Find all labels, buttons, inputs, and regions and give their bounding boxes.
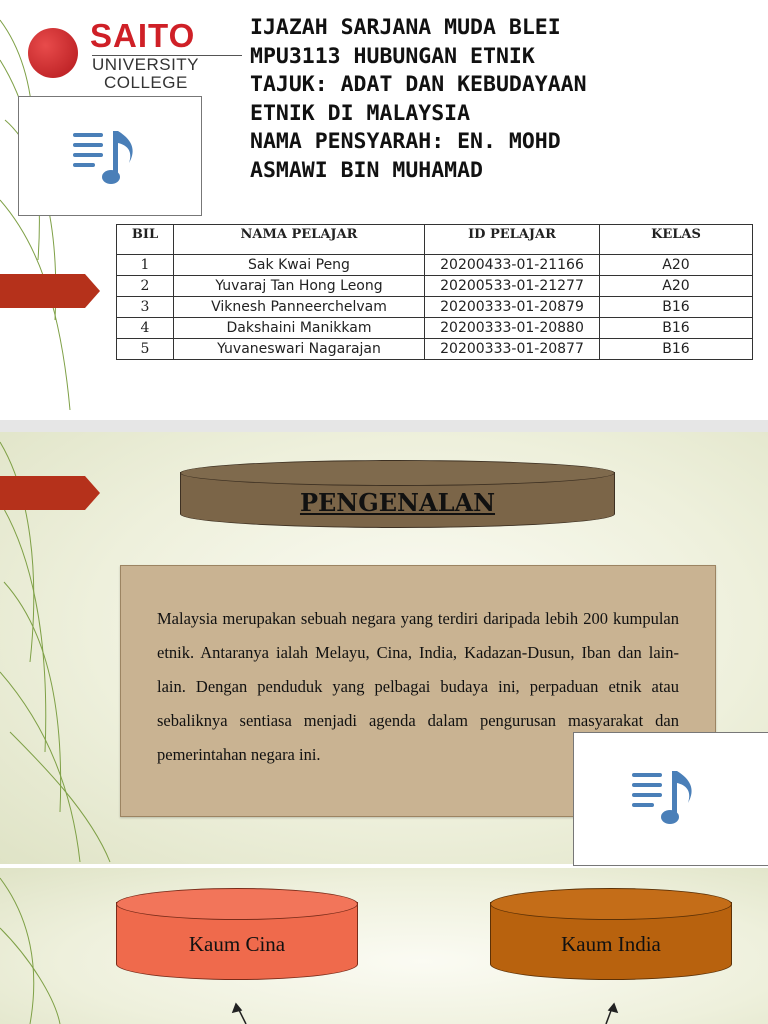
cell-kelas: A20 <box>600 276 753 297</box>
cell-id: 20200533-01-21277 <box>425 276 600 297</box>
title-line-2: MPU3113 HUBUNGAN ETNIK <box>250 43 535 69</box>
cell-bil: 2 <box>117 276 174 297</box>
cell-bil: 1 <box>117 255 174 276</box>
title-line-3: TAJUK: ADAT DAN KEBUDAYAAN <box>250 72 587 97</box>
header-bil: BIL <box>117 225 174 255</box>
student-table <box>116 224 753 360</box>
audio-icon <box>630 767 710 827</box>
cell-id: 20200433-01-21166 <box>425 255 600 276</box>
cell-id: 20200333-01-20880 <box>425 318 600 339</box>
cell-bil: 5 <box>117 339 174 360</box>
group-label-cina: Kaum Cina <box>188 932 286 956</box>
audio-player[interactable] <box>18 96 202 216</box>
table-row <box>117 297 753 318</box>
table-row <box>117 339 753 360</box>
cell-bil: 3 <box>117 297 174 318</box>
cell-id: 20200333-01-20877 <box>425 339 600 360</box>
cell-nama: Viknesh Panneerchelvam <box>174 297 425 318</box>
intro-paragraph: Malaysia merupakan sebuah negara yang terdiri daripada lebih 200 kumpulan etnik. Antaranya ialah Melayu, Cina, India, Kadazan-Dusun, Iban dan lain-lain. Dengan penduduk yang pelbagai budaya ini, perpaduan etnik atau sebaliknya sentiasa menjadi agenda dalam pengurusan masyarakat dan pemerintahan negara ini. <box>157 609 679 764</box>
section-heading: PENGENALAN <box>299 488 496 517</box>
group-label-india: Kaum India <box>561 932 661 956</box>
connector-arrows <box>0 1000 768 1024</box>
logo-brand: SAITO <box>90 17 196 54</box>
title-line-4: ETNIK DI MALAYSIA <box>250 100 471 126</box>
table-row <box>117 276 753 297</box>
slide-title <box>0 0 768 420</box>
college-logo <box>28 18 218 94</box>
group-cylinder-india <box>490 888 732 980</box>
header-nama: NAMA PELAJAR <box>174 225 425 255</box>
header-id: ID PELAJAR <box>425 225 600 255</box>
cell-nama: Sak Kwai Peng <box>174 255 425 276</box>
document-title <box>250 14 760 185</box>
title-line-1: IJAZAH SARJANA MUDA BLEI <box>250 15 561 40</box>
cell-kelas: B16 <box>600 318 753 339</box>
accent-arrow <box>0 476 100 510</box>
cell-bil: 4 <box>117 318 174 339</box>
cell-kelas: B16 <box>600 339 753 360</box>
accent-arrow <box>0 274 100 308</box>
title-line-6: ASMAWI BIN MUHAMAD <box>250 157 483 183</box>
audio-icon <box>71 127 151 187</box>
cell-kelas: B16 <box>600 297 753 318</box>
cell-nama: Yuvaneswari Nagarajan <box>174 339 425 360</box>
header-kelas: KELAS <box>600 225 753 255</box>
heading-cylinder <box>180 460 615 528</box>
audio-player[interactable] <box>573 732 768 866</box>
logo-line-college: COLLEGE <box>104 73 188 92</box>
logo-ball-icon <box>28 28 78 78</box>
cell-nama: Yuvaraj Tan Hong Leong <box>174 276 425 297</box>
table-row <box>117 318 753 339</box>
cell-kelas: A20 <box>600 255 753 276</box>
logo-line-university: UNIVERSITY <box>92 55 200 74</box>
title-line-5: NAMA PENSYARAH: EN. MOHD <box>250 129 561 154</box>
slide-separator <box>0 420 768 432</box>
table-row <box>117 255 753 276</box>
table-header-row <box>117 225 753 255</box>
group-cylinder-cina <box>116 888 358 980</box>
cell-nama: Dakshaini Manikkam <box>174 318 425 339</box>
cell-id: 20200333-01-20879 <box>425 297 600 318</box>
